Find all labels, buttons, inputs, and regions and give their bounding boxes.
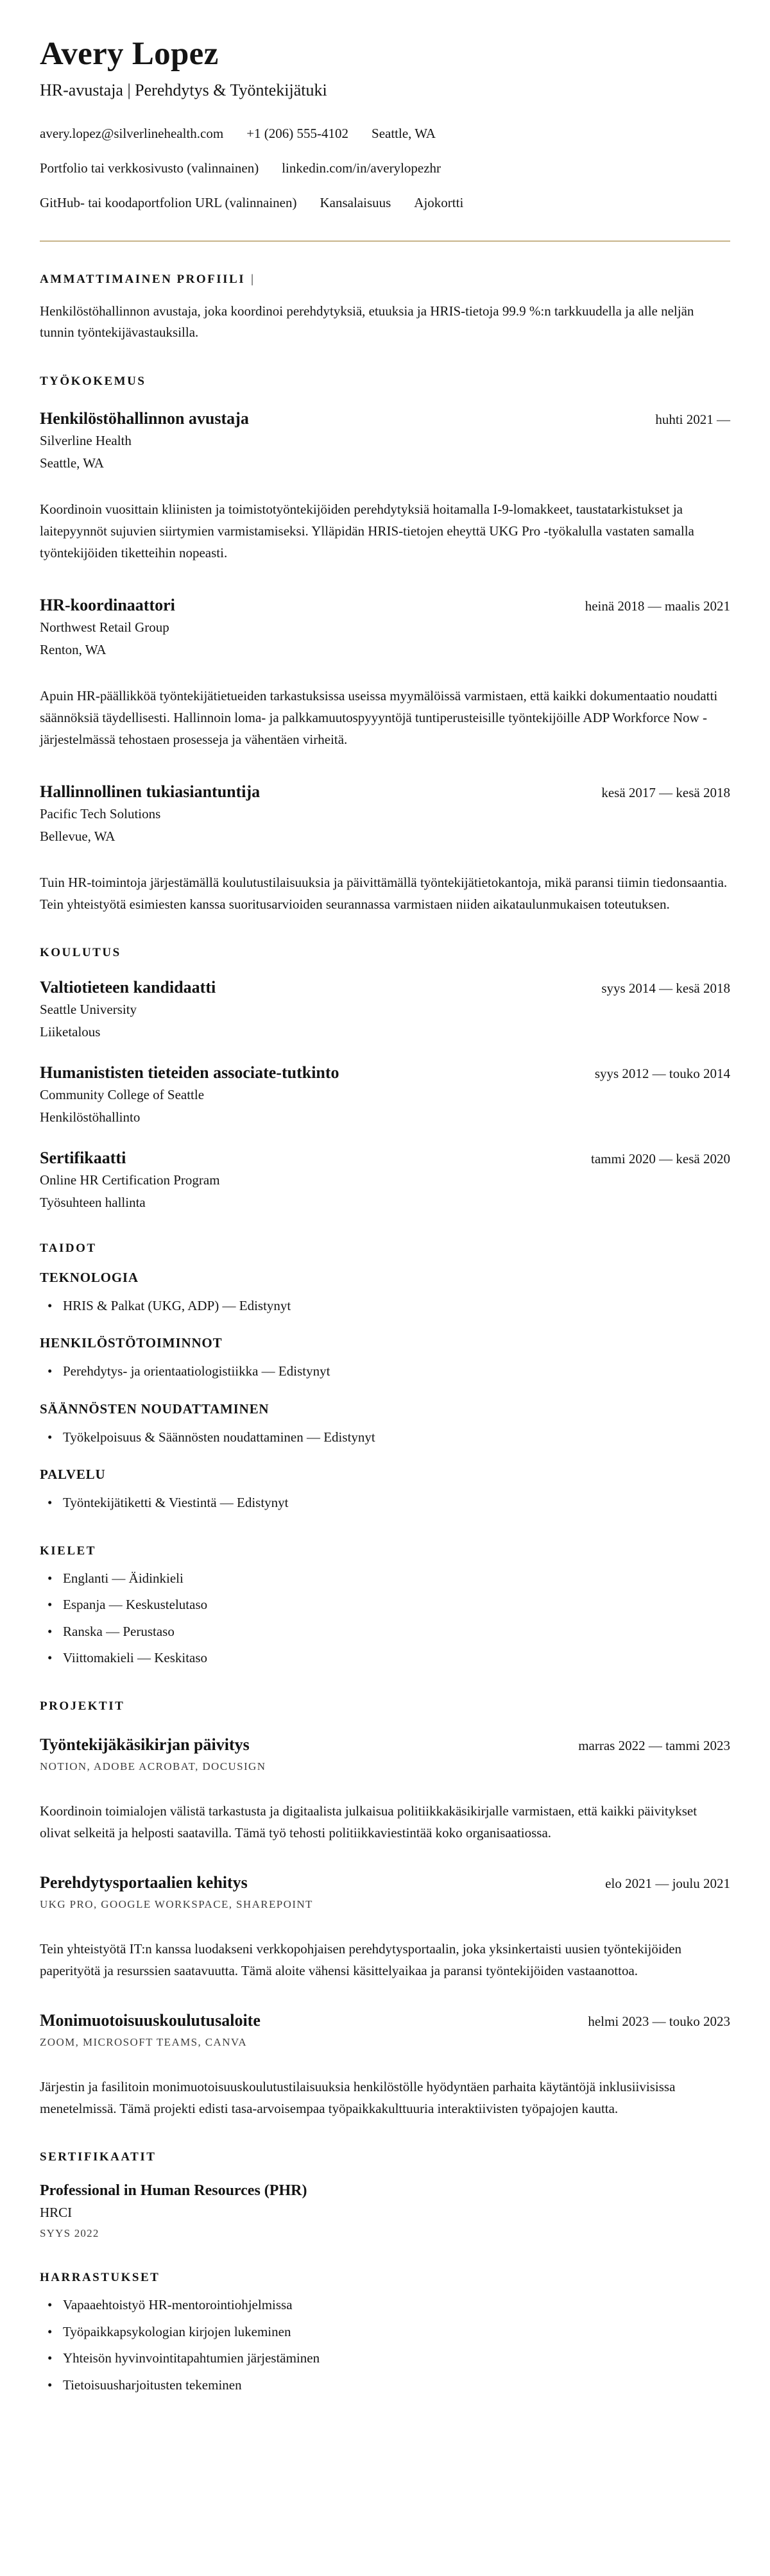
job-entry bbox=[40, 782, 730, 915]
school-name: Online HR Certification Program bbox=[40, 1172, 220, 1188]
job-company: Pacific Tech Solutions bbox=[40, 805, 161, 821]
certification-title: Professional in Human Resources (PHR) bbox=[40, 2182, 307, 2200]
project-description: Koordinoin toimialojen välistä tarkastusta ja digitaalista julkaisua politiikkakäsikirjalle varmistaen, että kaikki päivitykset olivat selkeitä ja helposti saatavilla. Tämä työ tehosti politiikkaviestintää koko organisaatiossa. bbox=[40, 1803, 697, 1840]
project-tools: NOTION, ADOBE ACROBAT, DOCUSIGN bbox=[40, 1760, 266, 1772]
project-entry-head bbox=[40, 1873, 730, 1892]
job-entry-head bbox=[40, 782, 730, 802]
job-location: Seattle, WA bbox=[40, 455, 104, 471]
school-name: Community College of Seattle bbox=[40, 1086, 205, 1102]
section-projects bbox=[40, 1699, 730, 2119]
certifications-heading: SERTIFIKAATIT bbox=[40, 2150, 157, 2164]
skill-list bbox=[40, 1493, 730, 1513]
project-entry bbox=[40, 1735, 730, 1844]
skill-group-name: SÄÄNNÖSTEN NOUDATTAMINEN bbox=[40, 1401, 270, 1417]
hobby-item: • Työpaikkapsykologian kirjojen lukeminen bbox=[40, 2322, 730, 2343]
education-entry bbox=[40, 1149, 730, 1211]
skill-item: • Työkelpoisuus & Säännösten noudattaminen — Edistynyt bbox=[40, 1427, 730, 1448]
job-title: Hallinnollinen tukiasiantuntija bbox=[40, 782, 261, 801]
section-skills bbox=[40, 1242, 730, 1513]
job-dates: huhti 2021 — bbox=[655, 411, 730, 427]
project-title: Monimuotoisuuskoulutusaloite bbox=[40, 2011, 261, 2030]
language-item: • Ranska — Perustaso bbox=[40, 1622, 730, 1642]
profile-text: Henkilöstöhallinnon avustaja, joka koordinoi perehdytyksiä, etuuksia ja HRIS-tietoja 99.9 %:n tarkkuudella ja alle neljän tunnin työntekijävastauksilla. bbox=[40, 303, 694, 341]
job-description: Koordinoin vuosittain kliinisten ja toimistotyöntekijöiden perehdytyksiä hoitamalla I-9-lomakkeet, taustatarkistukset ja laitepyynnöt sujuvien siirtymien varmistamiseksi. Ylläpidän HRIS-tietojen eheyttä UKG Pro -työkalulla vastaten samalla työntekijöiden tiketteihin nopeasti. bbox=[40, 501, 694, 560]
field-of-study: Työsuhteen hallinta bbox=[40, 1194, 146, 1210]
contact-phone[interactable]: +1 (206) 555-4102 bbox=[246, 125, 349, 141]
education-dates: syys 2012 — touko 2014 bbox=[594, 1065, 730, 1081]
job-company: Silverline Health bbox=[40, 432, 132, 448]
resume-header bbox=[40, 35, 730, 242]
skill-item: • Työntekijätiketti & Viestintä — Edistynyt bbox=[40, 1493, 730, 1513]
certification-date: SYYS 2022 bbox=[40, 2227, 99, 2240]
section-profile bbox=[40, 273, 730, 344]
hobby-item: • Yhteisön hyvinvointitapahtumien järjestäminen bbox=[40, 2348, 730, 2369]
hobby-item: • Tietoisuusharjoitusten tekeminen bbox=[40, 2375, 730, 2396]
field-of-study: Liiketalous bbox=[40, 1023, 101, 1040]
job-location: Bellevue, WA bbox=[40, 828, 116, 844]
section-education bbox=[40, 946, 730, 1211]
skill-group bbox=[40, 1401, 730, 1448]
job-title: HR-koordinaattori bbox=[40, 595, 175, 614]
contact-citizenship: Kansalaisuus bbox=[320, 194, 391, 210]
profile-heading-label: AMMATTIMAINEN PROFIILI bbox=[40, 272, 246, 286]
job-entry bbox=[40, 409, 730, 564]
experience-heading: TYÖKOKEMUS bbox=[40, 374, 146, 388]
skill-group bbox=[40, 1335, 730, 1382]
education-entry bbox=[40, 1063, 730, 1125]
header-divider bbox=[40, 240, 730, 242]
certification-issuer: HRCI bbox=[40, 2205, 73, 2221]
education-entry-head bbox=[40, 978, 730, 997]
certification-entry bbox=[40, 2182, 730, 2240]
project-dates: elo 2021 — joulu 2021 bbox=[605, 1875, 730, 1891]
skill-group bbox=[40, 1270, 730, 1317]
education-entry-head bbox=[40, 1063, 730, 1082]
language-item: • Viittomakieli — Keskitaso bbox=[40, 1648, 730, 1669]
language-item: • Englanti — Äidinkieli bbox=[40, 1569, 730, 1589]
section-languages bbox=[40, 1544, 730, 1669]
skill-list bbox=[40, 1296, 730, 1317]
project-title: Työntekijäkäsikirjan päivitys bbox=[40, 1735, 250, 1754]
education-dates: syys 2014 — kesä 2018 bbox=[601, 980, 730, 996]
field-of-study: Henkilöstöhallinto bbox=[40, 1109, 141, 1125]
job-title: Henkilöstöhallinnon avustaja bbox=[40, 408, 249, 428]
education-heading: KOULUTUS bbox=[40, 945, 121, 959]
contact-website-placeholder: Portfolio tai verkkosivusto (valinnainen) bbox=[40, 160, 259, 176]
contact-license: Ajokortti bbox=[414, 194, 464, 210]
contact-row-3 bbox=[40, 195, 730, 211]
hobby-list bbox=[40, 2295, 730, 2395]
languages-heading: KIELET bbox=[40, 1544, 96, 1558]
contact-row-2 bbox=[40, 160, 730, 176]
skill-list bbox=[40, 1427, 730, 1448]
degree-title: Humanististen tieteiden associate-tutkinto bbox=[40, 1063, 339, 1082]
headline: HR-avustaja | Perehdytys & Työntekijätuki bbox=[40, 80, 327, 99]
project-description: Tein yhteistyötä IT:n kanssa luodakseni verkkopohjaisen perehdytysportaalin, joka yksinkertaisti uusien työntekijöiden paperityötä ja resurssien saatavuutta. Tämä aloite vähensi käsittelyaikaa ja paransi työntekijöiden vastaanottoa. bbox=[40, 1940, 682, 1978]
job-description: Tuin HR-toimintoja järjestämällä koulutustilaisuuksia ja päivittämällä työntekijätietokantoja, mikä paransi tiimin tiedonsaantia. Tein yhteistyötä esimiesten kanssa suoritusarvioiden seurannassa varmistaen niiden aikataulunmukaisen toteutuksen. bbox=[40, 874, 728, 912]
text-cursor: | bbox=[251, 272, 253, 286]
contact-github-placeholder: GitHub- tai koodaportfolion URL (valinnainen) bbox=[40, 194, 297, 210]
job-dates: kesä 2017 — kesä 2018 bbox=[601, 784, 730, 800]
profile-heading bbox=[40, 273, 730, 287]
skill-group bbox=[40, 1467, 730, 1513]
hobbies-heading: HARRASTUKSET bbox=[40, 2271, 160, 2285]
contact-row-1 bbox=[40, 126, 730, 142]
education-dates: tammi 2020 — kesä 2020 bbox=[591, 1150, 730, 1166]
project-dates: marras 2022 — tammi 2023 bbox=[578, 1737, 730, 1753]
projects-heading: PROJEKTIT bbox=[40, 1699, 125, 1713]
job-description: Apuin HR-päällikköä työntekijätietueiden tarkastuksissa useissa myymälöissä varmistaen, että kaikki dokumentaatio noudatti säännöksiä täydellisesti. Hallinnoin loma- ja palkkamuutospyyyntöjä tuntiperusteisille työntekijöille ADP Workforce Now -järjestelmässä tehostaen prosesseja ja vähentäen virheitä. bbox=[40, 687, 718, 747]
project-entry bbox=[40, 2011, 730, 2119]
contact-location: Seattle, WA bbox=[372, 125, 436, 141]
project-entry-head bbox=[40, 2011, 730, 2030]
section-experience bbox=[40, 375, 730, 915]
job-entry-head bbox=[40, 596, 730, 615]
project-dates: helmi 2023 — touko 2023 bbox=[588, 2014, 730, 2030]
language-list bbox=[40, 1569, 730, 1669]
project-entry-head bbox=[40, 1735, 730, 1755]
job-location: Renton, WA bbox=[40, 641, 107, 657]
hobby-item: • Vapaaehtoistyö HR-mentorointiohjelmissa bbox=[40, 2295, 730, 2316]
project-title: Perehdytysportaalien kehitys bbox=[40, 1873, 248, 1892]
skill-group-name: HENKILÖSTÖTOIMINNOT bbox=[40, 1335, 223, 1351]
contact-linkedin[interactable]: linkedin.com/in/averylopezhr bbox=[282, 160, 441, 176]
project-tools: UKG PRO, GOOGLE WORKSPACE, SHAREPOINT bbox=[40, 1898, 313, 1910]
job-dates: heinä 2018 — maalis 2021 bbox=[585, 598, 730, 614]
skill-list bbox=[40, 1361, 730, 1382]
project-description: Järjestin ja fasilitoin monimuotoisuuskoulutustilaisuuksia henkilöstölle hyödyntäen parhaita käytäntöjä inklusiivisissa menetelmissä. Tämä projekti edisti tasa-arvoisempaa työpaikkakulttuuria interaktiivisten työpajojen kautta. bbox=[40, 2079, 676, 2117]
contact-email[interactable]: avery.lopez@silverlinehealth.com bbox=[40, 125, 224, 141]
project-tools: ZOOM, MICROSOFT TEAMS, CANVA bbox=[40, 2036, 248, 2049]
degree-title: Sertifikaatti bbox=[40, 1148, 126, 1167]
skills-heading: TAIDOT bbox=[40, 1241, 97, 1255]
language-item: • Espanja — Keskustelutaso bbox=[40, 1595, 730, 1615]
project-entry bbox=[40, 1873, 730, 1982]
education-entry bbox=[40, 978, 730, 1040]
section-certifications bbox=[40, 2150, 730, 2240]
job-company: Northwest Retail Group bbox=[40, 619, 169, 635]
section-hobbies bbox=[40, 2271, 730, 2395]
skill-item: • Perehdytys- ja orientaatiologistiikka — Edistynyt bbox=[40, 1361, 730, 1382]
job-entry-head bbox=[40, 409, 730, 428]
degree-title: Valtiotieteen kandidaatti bbox=[40, 977, 216, 997]
name: Avery Lopez bbox=[40, 36, 219, 72]
skill-group-name: PALVELU bbox=[40, 1467, 106, 1483]
education-entry-head bbox=[40, 1149, 730, 1168]
skill-group-name: TEKNOLOGIA bbox=[40, 1269, 139, 1285]
school-name: Seattle University bbox=[40, 1001, 137, 1017]
skill-item: • HRIS & Palkat (UKG, ADP) — Edistynyt bbox=[40, 1296, 730, 1317]
job-entry bbox=[40, 596, 730, 750]
